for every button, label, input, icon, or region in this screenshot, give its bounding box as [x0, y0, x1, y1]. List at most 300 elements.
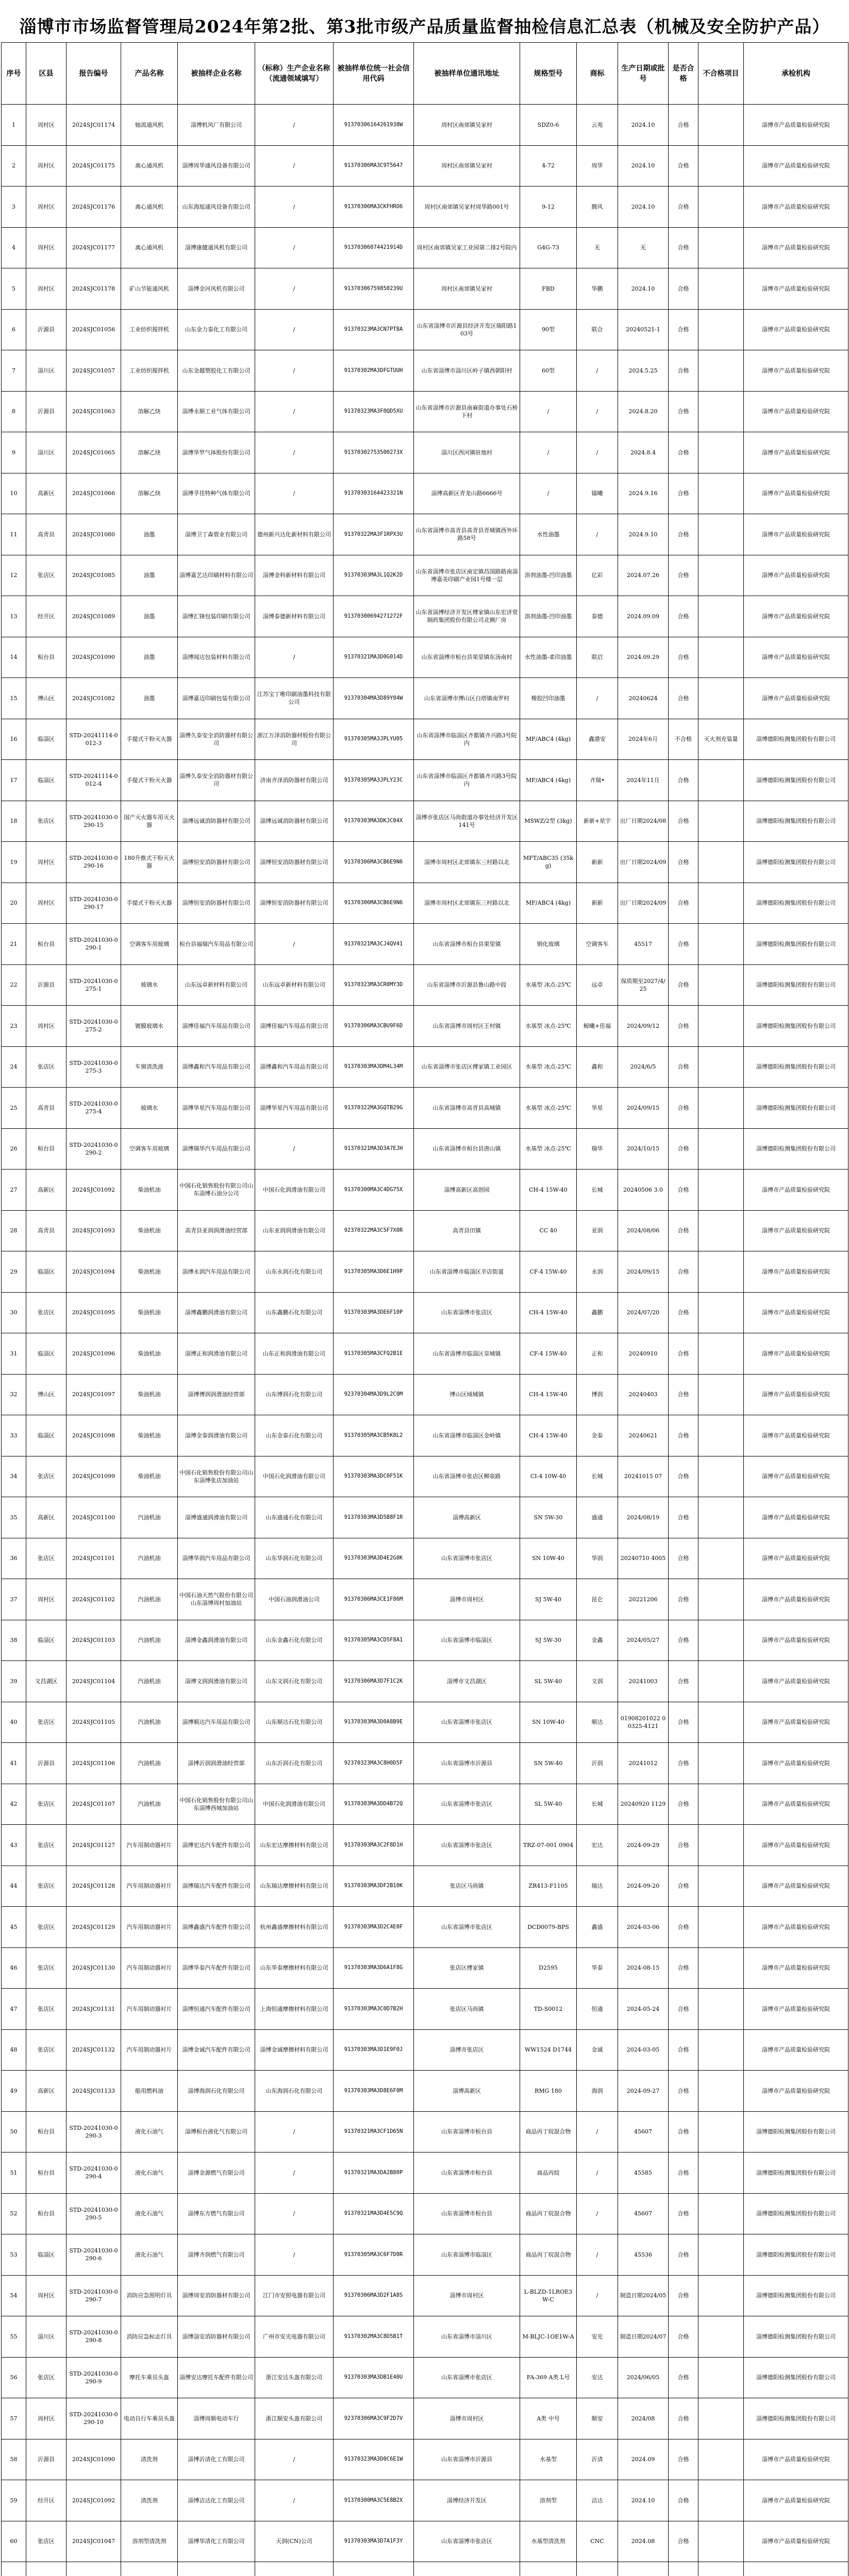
table-cell: 2024SJC01093 — [66, 1210, 121, 1251]
table-cell: 91370303MA3DM4L34M — [334, 1046, 414, 1088]
table-cell — [698, 1989, 744, 2030]
table-cell: 淄博华星汽车用品有限公司 — [178, 1088, 255, 1129]
table-cell: 2024.10 — [618, 2480, 669, 2521]
table-cell: 山东金泰石化有限公司 — [255, 1415, 334, 1456]
table-cell: 合格 — [669, 1620, 698, 1661]
table-cell — [698, 678, 744, 719]
table-cell: 01908201022 00325-4121 — [618, 1702, 669, 1743]
table-cell: 电动自行车乘员头盔 — [121, 2398, 178, 2439]
table-cell: 合格 — [669, 1538, 698, 1579]
table-cell: 淄川区 — [26, 350, 66, 392]
table-cell — [698, 1292, 744, 1333]
table-cell: CI-4 10W-40 — [520, 1456, 577, 1497]
table-cell: 91370321MA3CJ4QV41 — [334, 924, 414, 965]
table-cell: / — [255, 432, 334, 473]
table-cell: 24 — [2, 1046, 26, 1088]
table-cell: / — [255, 350, 334, 392]
table-row — [2, 2029, 848, 2071]
table-cell: 2024/10/15 — [618, 1128, 669, 1170]
table-row — [2, 1538, 848, 1579]
table-cell — [698, 2193, 744, 2234]
table-cell: 2024SJC01102 — [66, 1579, 121, 1620]
table-cell: CF-4 15W-40 — [520, 1333, 577, 1375]
table-cell: 云苑 — [577, 105, 618, 146]
table-cell: 高青县 — [26, 1210, 66, 1251]
table-cell: 汽车用制动器衬片 — [121, 2029, 178, 2071]
table-cell: 91370323MA3CN7PT8A — [334, 309, 414, 350]
table-cell: 34 — [2, 1456, 26, 1497]
table-cell: 临淄区 — [26, 719, 66, 760]
table-cell: 45607 — [618, 2193, 669, 2234]
table-cell: 恒通 — [577, 1989, 618, 2030]
table-cell: 20241015 07 — [618, 1456, 669, 1497]
table-cell: 91370321MA3CF1D65N — [334, 2111, 414, 2153]
table-cell: 合格 — [669, 105, 698, 146]
table-cell: 合格 — [669, 1579, 698, 1620]
table-cell: 淄博高新区青龙山路6666号 — [414, 473, 520, 514]
table-cell: 山东省淄博市桓台县 — [414, 2111, 520, 2153]
table-cell: 10 — [2, 473, 26, 514]
table-cell: 91370305MA3CFQ2B1E — [334, 1333, 414, 1375]
table-cell: 上海恒通摩擦材料有限公司 — [255, 1989, 334, 2030]
table-cell: 42 — [2, 1784, 26, 1825]
table-cell: 淄博德阳检测集团股份有限公司 — [744, 760, 848, 801]
table-cell: 91370305MA3JPLY23C — [334, 760, 414, 801]
table-cell: 合格 — [669, 391, 698, 432]
table-row — [2, 1947, 848, 1989]
table-cell: 淄博市产品质量检验研究院 — [744, 1784, 848, 1825]
table-cell: 91370321MA3DA2B80P — [334, 2153, 414, 2194]
table-cell: 张店区马尚镇 — [414, 1866, 520, 1907]
table-cell: 合格 — [669, 1333, 698, 1375]
table-cell: 91370321MA3D4E5C9Q — [334, 2193, 414, 2234]
table-cell — [698, 2111, 744, 2153]
table-cell: 淄博市产品质量检验研究院 — [744, 1415, 848, 1456]
table-cell: 江门市安照电器有限公司 — [255, 2275, 334, 2316]
table-cell: 91370323MA3CR0MY3D — [334, 964, 414, 1006]
table-cell: 汽油机油 — [121, 1743, 178, 1784]
table-cell: 液化石油气 — [121, 2111, 178, 2153]
table-cell: 淄博市产品质量检验研究院 — [744, 1538, 848, 1579]
table-cell: 张店区 — [26, 1456, 66, 1497]
table-cell: 合格 — [669, 187, 698, 228]
table-row — [2, 678, 848, 719]
table-cell: STD-20241114-0012-3 — [66, 719, 121, 760]
table-cell: 高新区 — [26, 2071, 66, 2112]
table-cell: 51 — [2, 2153, 26, 2194]
table-cell: 淄博德阳检测集团股份有限公司 — [744, 2153, 848, 2194]
table-cell: 桓台县 — [26, 2153, 66, 2194]
table-cell: 山东省淄博市沂源县 — [414, 1743, 520, 1784]
table-cell: 淄博经济开发区 — [414, 2480, 520, 2521]
column-header: 区县 — [26, 43, 66, 105]
table-cell: 2024-03-05 — [618, 2029, 669, 2071]
table-row — [2, 350, 848, 392]
table-cell: 淄博周顺电动车行 — [178, 2398, 255, 2439]
table-cell: 31 — [2, 1333, 26, 1375]
table-cell: 山东省淄博市临淄区辛店街道 — [414, 1251, 520, 1293]
table-cell: 淄博市周村区 — [414, 1579, 520, 1620]
table-cell: 2024SJC01089 — [66, 596, 121, 637]
table-cell: / — [577, 391, 618, 432]
table-cell: 2024.09.09 — [618, 596, 669, 637]
column-header: 被抽样单位通讯地址 — [414, 43, 520, 105]
table-cell: 合格 — [669, 842, 698, 883]
table-cell: 中国石化销售股份有限公司山东淄博西城加油站 — [178, 1784, 255, 1825]
table-cell: / — [255, 145, 334, 187]
table-cell — [698, 1661, 744, 1702]
table-row — [2, 1579, 848, 1620]
table-cell: STD-20241114-0012-4 — [66, 760, 121, 801]
table-cell: 齐瑞• — [577, 760, 618, 801]
table-cell: 13 — [2, 596, 26, 637]
table-cell — [698, 2398, 744, 2439]
table-cell: 高新区 — [26, 1497, 66, 1538]
table-cell: 2024/6/5 — [618, 1046, 669, 1088]
table-cell: 4-72 — [520, 145, 577, 187]
table-cell: 盛通 — [577, 1497, 618, 1538]
table-cell: 柴油机油 — [121, 1170, 178, 1211]
table-cell: 合格 — [669, 1784, 698, 1825]
table-cell: 橡胶凹印油墨 — [520, 678, 577, 719]
table-cell: 安达 — [577, 2357, 618, 2398]
table-row — [2, 1251, 848, 1293]
table-cell: 2024/09/15 — [618, 1251, 669, 1293]
table-cell — [698, 1088, 744, 1129]
table-cell: 15 — [2, 678, 26, 719]
table-cell: 摩托车乘员头盔 — [121, 2357, 178, 2398]
table-cell: 水基型 冰点-25℃ — [520, 1046, 577, 1088]
table-cell: 清洗剂 — [121, 2480, 178, 2521]
table-row — [2, 268, 848, 310]
table-cell — [744, 2562, 848, 2576]
table-row — [2, 1497, 848, 1538]
table-cell: 2024/06/05 — [618, 2357, 669, 2398]
table-cell: 张店区 — [26, 1046, 66, 1088]
table-cell: 合格 — [669, 678, 698, 719]
table-cell: / — [255, 268, 334, 310]
table-cell: 张店区傅家镇 — [414, 1947, 520, 1989]
table-cell — [698, 391, 744, 432]
table-cell: 柴油机油 — [121, 1333, 178, 1375]
table-cell: 合格 — [669, 227, 698, 268]
table-cell: 91370321MA3D3A7EJH — [334, 1128, 414, 1170]
table-cell: 淄博市产品质量检验研究院 — [744, 432, 848, 473]
table-cell: D2595 — [520, 1947, 577, 1989]
table-cell: 灭火剂充装量 — [698, 719, 744, 760]
table-cell: WW1524 D1744 — [520, 2029, 577, 2071]
table-cell: 江苏宝丁唯印刷油墨科技有限公司 — [255, 678, 334, 719]
table-cell: 淄博鑫鹏润滑油有限公司 — [178, 1292, 255, 1333]
table-cell: 2024SJC01092 — [66, 1170, 121, 1211]
table-cell: 36 — [2, 1538, 26, 1579]
table-cell: 淄博市产品质量检验研究院 — [744, 1251, 848, 1293]
table-cell: 91370303MA3DC0F51K — [334, 1456, 414, 1497]
table-cell: 山东省淄博市桓台县果里镇 — [414, 924, 520, 965]
table-cell: 山东省淄博市沂源县经济开发区瑞阳路103号 — [414, 309, 520, 350]
table-cell: 28 — [2, 1210, 26, 1251]
table-cell: 19 — [2, 842, 26, 883]
table-cell — [698, 1170, 744, 1211]
table-cell: 水性油墨-柔印油墨 — [520, 637, 577, 678]
table-cell: / — [577, 2234, 618, 2276]
table-cell: / — [577, 2193, 618, 2234]
table-cell: 合格 — [669, 268, 698, 310]
table-cell: 50 — [2, 2111, 26, 2153]
table-cell: 44 — [2, 1866, 26, 1907]
table-cell: 山东省淄博市桓台县 — [414, 2153, 520, 2194]
table-cell: 淄博德阳检测集团股份有限公司 — [744, 2275, 848, 2316]
table-cell: CNC — [577, 2521, 618, 2562]
table-cell: 华润 — [577, 1538, 618, 1579]
table-cell — [698, 309, 744, 350]
table-cell: 淄博市周村区北郊镇东三村路以北 — [414, 883, 520, 924]
table-row — [2, 1088, 848, 1129]
table-cell: 溶解乙炔 — [121, 432, 178, 473]
table-cell: STD-20241030-0290-8 — [66, 2316, 121, 2358]
table-cell — [698, 187, 744, 228]
table-cell: 不合格 — [669, 719, 698, 760]
table-cell: 沂源县 — [26, 964, 66, 1006]
table-cell: 山东文润石化有限公司 — [255, 1661, 334, 1702]
table-cell: / — [255, 473, 334, 514]
table-cell: 张店区 — [26, 2521, 66, 2562]
table-cell: CH-4 15W-40 — [520, 1374, 577, 1415]
table-cell: 淄博市产品质量检验研究院 — [744, 1866, 848, 1907]
table-cell: 合格 — [669, 2439, 698, 2480]
table-cell: 山东省淄博市高青县高青县青城镇西外环路58号 — [414, 514, 520, 555]
table-cell: 91370303MA3DKJC04X — [334, 801, 414, 842]
table-cell: 合格 — [669, 1251, 698, 1293]
table-cell: STD-20241030-0290-3 — [66, 2111, 121, 2153]
table-cell: 2024-03-06 — [618, 1907, 669, 1948]
table-cell: 91370306MA3D2F1A8S — [334, 2275, 414, 2316]
table-cell: 2024SJC01063 — [66, 391, 121, 432]
table-cell: 淄博恒安消防器材有限公司 — [255, 883, 334, 924]
table-cell: 20240710 4005 — [618, 1538, 669, 1579]
table-cell — [618, 2562, 669, 2576]
table-cell: 淄博孚佳特种气体有限公司 — [178, 473, 255, 514]
table-cell: 周村区南郊镇吴家村 — [414, 145, 520, 187]
column-header: 生产日期或批号 — [618, 43, 669, 105]
table-cell: 35 — [2, 1497, 26, 1538]
table-cell: 淄博市产品质量检验研究院 — [744, 1497, 848, 1538]
table-cell: 山东永润石化有限公司 — [255, 1251, 334, 1293]
table-cell: 33 — [2, 1415, 26, 1456]
table-cell: 淄博恒通汽车配件有限公司 — [178, 1989, 255, 2030]
table-cell: 合格 — [669, 350, 698, 392]
table-row — [2, 187, 848, 228]
table-cell: 长城 — [577, 1784, 618, 1825]
table-cell: 山东省淄博市临淄区 — [414, 2234, 520, 2276]
table-cell: 20240506 3.0 — [618, 1170, 669, 1211]
table-cell: ZR413-F1105 — [520, 1866, 577, 1907]
table-cell: / — [255, 2439, 334, 2480]
table-cell: 山东海润石化有限公司 — [255, 2071, 334, 2112]
table-cell: 空调客车用玻璃 — [121, 924, 178, 965]
table-cell: 山东省淄博市桓台县 — [414, 2193, 520, 2234]
table-cell: 溶解乙炔 — [121, 473, 178, 514]
table-cell: 合格 — [669, 1006, 698, 1047]
table-cell: 180升推式干粉灭火器 — [121, 842, 178, 883]
table-cell: 2024-09-27 — [618, 2071, 669, 2112]
table-cell: 周村区南郊镇吴家工业园第二排2号院内 — [414, 227, 520, 268]
table-cell: 91370302753500273X — [334, 432, 414, 473]
table-cell — [698, 1579, 744, 1620]
table-cell: 溶解乙炔 — [121, 391, 178, 432]
table-cell: 淄博市产品质量检验研究院 — [744, 1292, 848, 1333]
table-cell: 合格 — [669, 2357, 698, 2398]
table-cell: / — [577, 432, 618, 473]
table-cell: 水基型 冰点-25℃ — [520, 1128, 577, 1170]
table-cell: 淄博德阳检测集团股份有限公司 — [744, 719, 848, 760]
table-cell: 手提式干粉灭火器 — [121, 719, 178, 760]
table-cell: 华鹏 — [577, 268, 618, 310]
table-cell — [698, 1333, 744, 1375]
table-cell: 2024SJC01177 — [66, 227, 121, 268]
table-cell: 淄博卫丁森管业有限公司 — [178, 514, 255, 555]
table-cell: 山东省淄博市博山区白塔镇南罗村 — [414, 678, 520, 719]
table-cell: 山东金力泰化工有限公司 — [178, 309, 255, 350]
table-cell: 2024SJC01101 — [66, 1538, 121, 1579]
table-cell: 2024SJC01097 — [66, 1374, 121, 1415]
table-cell: STD-20241030-0290-16 — [66, 842, 121, 883]
table-cell: 汽油机油 — [121, 1702, 178, 1743]
table-cell: 20241012 — [618, 1743, 669, 1784]
table-cell: 淄博顺达汽车用品有限公司 — [178, 1702, 255, 1743]
table-cell: 山东省淄博市张店区 — [414, 1538, 520, 1579]
table-cell: SJ 5W-30 — [520, 1620, 577, 1661]
table-cell: 淄博德阳检测集团股份有限公司 — [744, 924, 848, 965]
table-cell: 58 — [2, 2439, 26, 2480]
table-cell: STD-20241030-0290-4 — [66, 2153, 121, 2194]
table-cell — [698, 2275, 744, 2316]
table-cell: 山东省淄博经济开发区傅家镇山东宏济堂制药集团股份有限公司北侧厂房 — [414, 596, 520, 637]
table-cell: 水基型 冰点-25℃ — [520, 1006, 577, 1047]
table-cell: 91370306MA3CB6E9N6 — [334, 883, 414, 924]
table-cell — [698, 514, 744, 555]
table-cell: 沂清 — [577, 2439, 618, 2480]
table-row — [2, 2480, 848, 2521]
table-cell: 商品丙丁烷混合物 — [520, 2234, 577, 2276]
table-cell: 山东省淄博市张店区柳泉路 — [414, 1456, 520, 1497]
table-cell — [698, 1415, 744, 1456]
table-cell: 91370302MA3C8D5B1T — [334, 2316, 414, 2358]
table-cell: 淄博市文昌湖区 — [414, 1661, 520, 1702]
table-cell: 山东省淄博市沂源县鲁山路中段 — [414, 964, 520, 1006]
table-cell: 浙江万泽消防器材股份有限公司 — [255, 719, 334, 760]
table-cell: 合格 — [669, 2480, 698, 2521]
table-cell: SN 5W-40 — [520, 1743, 577, 1784]
table-cell: 长城 — [577, 1170, 618, 1211]
table-cell — [698, 1702, 744, 1743]
column-header: 被抽样单位统一社会信用代码 — [334, 43, 414, 105]
table-cell: 53 — [2, 2234, 26, 2276]
table-row — [2, 801, 848, 842]
table-cell: 43 — [2, 1825, 26, 1866]
table-cell: 清洗剂 — [121, 2439, 178, 2480]
table-cell: 商品丙烷 — [520, 2153, 577, 2194]
table-cell: 淄博市产品质量检验研究院 — [744, 1210, 848, 1251]
table-cell: SN 5W-30 — [520, 1497, 577, 1538]
table-cell: 2024-09-29 — [618, 1825, 669, 1866]
table-cell: 20240403 — [618, 1374, 669, 1415]
table-cell: 张店区 — [26, 1989, 66, 2030]
table-cell: 安光 — [577, 2316, 618, 2358]
column-header: （标称）生产企业名称（流通领域填写） — [255, 43, 334, 105]
table-cell: 手提式干粉灭火器 — [121, 883, 178, 924]
table-cell: 91370303MA3D8E6F0M — [334, 2071, 414, 2112]
table-cell: 淄博博润润滑油经营部 — [178, 1374, 255, 1415]
column-header: 商标 — [577, 43, 618, 105]
table-cell: 2024/08 — [618, 2398, 669, 2439]
table-cell: 水基型 — [520, 2439, 577, 2480]
table-cell: STD-20241030-0290-15 — [66, 801, 121, 842]
table-cell: 淄博正和润滑油有限公司 — [178, 1333, 255, 1375]
table-row — [2, 1415, 848, 1456]
table-cell: 2024年11月 — [618, 760, 669, 801]
table-cell: 23 — [2, 1006, 26, 1047]
table-cell: 淄博金科新材料有限公司 — [255, 555, 334, 596]
table-cell: 合格 — [669, 555, 698, 596]
table-cell: 张店区 — [26, 1907, 66, 1948]
table-cell: SN 10W-40 — [520, 1702, 577, 1743]
table-cell: 32 — [2, 1374, 26, 1415]
table-cell: / — [255, 924, 334, 965]
table-cell: 出厂日期2024/09 — [618, 883, 669, 924]
table-cell: 淄博市产品质量检验研究院 — [744, 514, 848, 555]
table-cell: 周村区南郊镇吴家村 — [414, 268, 520, 310]
table-row — [2, 432, 848, 473]
table-cell: 山东省淄博市张店区 — [414, 1292, 520, 1333]
table-cell: 8 — [2, 391, 26, 432]
table-cell: 昆仑 — [577, 1579, 618, 1620]
table-cell: 油墨 — [121, 514, 178, 555]
table-cell: 新新+星宇 — [577, 801, 618, 842]
table-cell: 水性油墨 — [520, 514, 577, 555]
table-cell: 水基型清洗剂 — [520, 2521, 577, 2562]
table-cell: 9-12 — [520, 187, 577, 228]
table-cell — [698, 1128, 744, 1170]
inspection-table — [1, 42, 848, 2576]
table-cell: 41 — [2, 1743, 26, 1784]
table-cell: 周村区 — [26, 1006, 66, 1047]
table-cell: 合格 — [669, 964, 698, 1006]
table-cell: 溶剂型清洗剂 — [121, 2521, 178, 2562]
table-cell: 淄博嘉迈印刷包装有限公司 — [178, 678, 255, 719]
table-cell: 矿山节能通风机 — [121, 268, 178, 310]
table-cell: 2024SJC01080 — [66, 514, 121, 555]
table-cell: 2024.5.25 — [618, 350, 669, 392]
table-cell: 玻璃水 — [121, 964, 178, 1006]
table-cell: 91370306MA3CE1F86M — [334, 1579, 414, 1620]
table-cell: 汽车用制动器衬片 — [121, 1947, 178, 1989]
table-cell: 淄博市产品质量检验研究院 — [744, 1456, 848, 1497]
table-row — [2, 924, 848, 965]
table-cell: 镀膜玻璃水 — [121, 1006, 178, 1047]
table-cell: 鑫鹏 — [577, 1292, 618, 1333]
table-cell: 周华 — [577, 145, 618, 187]
table-cell: FA-369 A类 L号 — [520, 2357, 577, 2398]
table-cell: 山东华泰摩擦材料有限公司 — [255, 1947, 334, 1989]
table-cell: 临淄区 — [26, 1251, 66, 1293]
table-cell: 新新 — [577, 883, 618, 924]
table-row — [2, 555, 848, 596]
table-cell: 淄博市周村区 — [414, 2275, 520, 2316]
table-cell: 洁达 — [577, 2480, 618, 2521]
table-cell: 溶剂油墨-凹印油墨 — [520, 596, 577, 637]
table-cell: 离心通风机 — [121, 145, 178, 187]
